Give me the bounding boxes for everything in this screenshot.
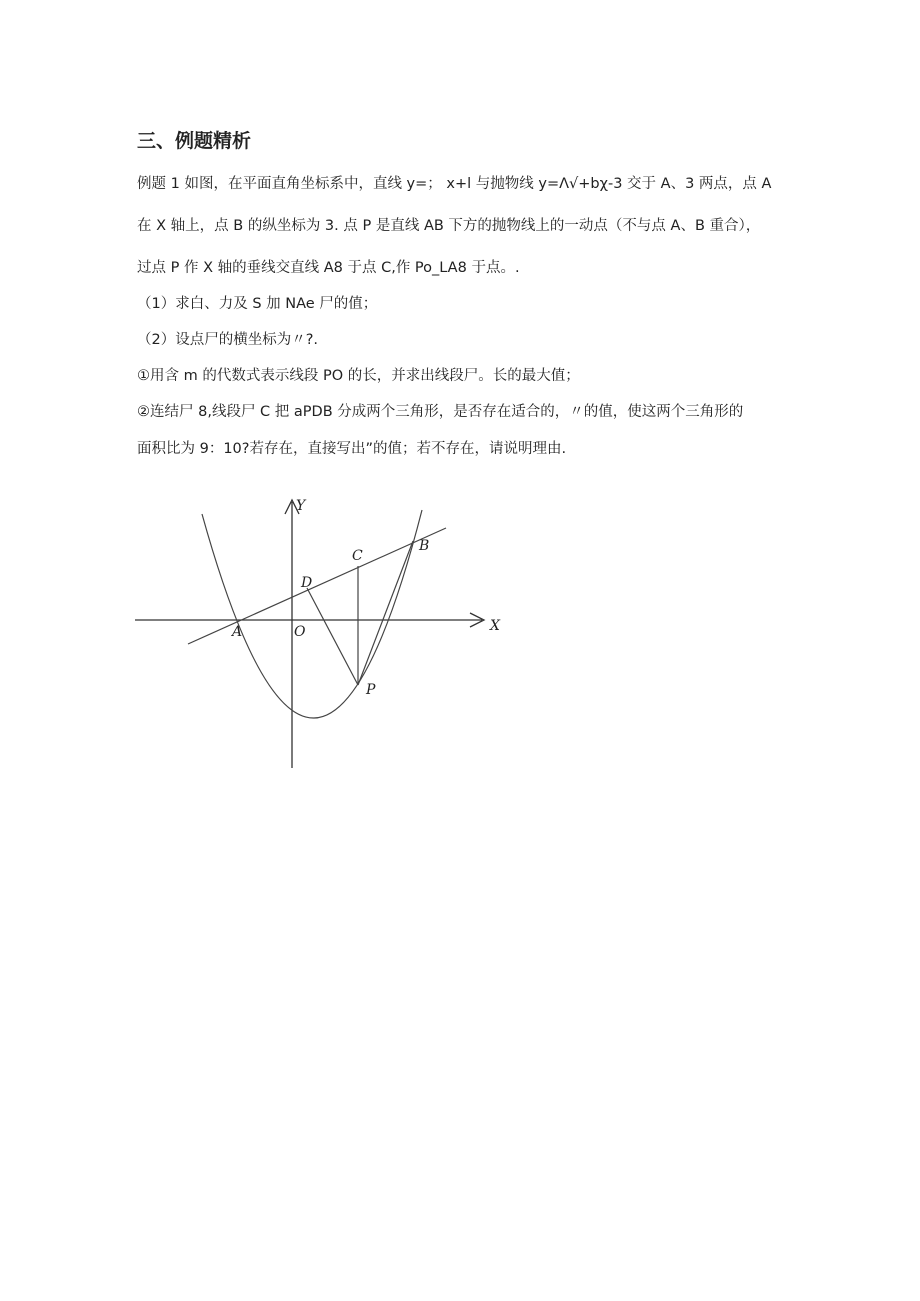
problem-question-1: （1）求白、力及 S 加 NAe 尸的值； xyxy=(137,296,378,312)
segment-pd xyxy=(307,588,358,685)
label-point-b: B xyxy=(419,538,430,554)
problem-subquestion-2-line-1: ②连结尸 8,线段尸 C 把 aPDB 分成两个三角形，是否存在适合的，〃的值，使这两个三角形的 xyxy=(137,404,744,420)
label-point-c: C xyxy=(352,548,363,564)
section-heading: 三、例题精析 xyxy=(137,130,252,152)
problem-question-2: （2）设点尸的横坐标为〃?. xyxy=(137,332,319,348)
label-y-axis: Y xyxy=(296,498,306,514)
problem-line-1: 例题 1 如图，在平面直角坐标系中，直线 y=； x+l 与抛物线 y=Λ√+bχ-3 交于 A、3 两点，点 A xyxy=(137,176,772,192)
parabola-curve xyxy=(202,510,422,718)
geometry-figure xyxy=(130,490,510,784)
label-point-a: A xyxy=(232,624,243,640)
label-origin: O xyxy=(294,624,306,640)
line-ab xyxy=(188,528,446,644)
label-point-d: D xyxy=(301,575,313,591)
problem-line-2: 在 X 轴上，点 B 的纵坐标为 3. 点 P 是直线 AB 下方的抛物线上的一动点（不与点 A、B 重合）， xyxy=(137,218,761,234)
problem-subquestion-2-line-2: 面积比为 9：10?若存在，直接写出”的值；若不存在，请说明理由. xyxy=(137,441,567,457)
label-point-p: P xyxy=(366,682,376,698)
problem-line-3: 过点 P 作 X 轴的垂线交直线 A8 于点 C,作 Po_LA8 于点。. xyxy=(137,260,520,276)
problem-subquestion-1: ①用含 m 的代数式表示线段 PO 的长，并求出线段尸。长的最大值； xyxy=(137,368,580,384)
label-x-axis: X xyxy=(490,618,500,634)
figure-svg xyxy=(130,490,510,780)
segment-pb xyxy=(358,541,413,685)
